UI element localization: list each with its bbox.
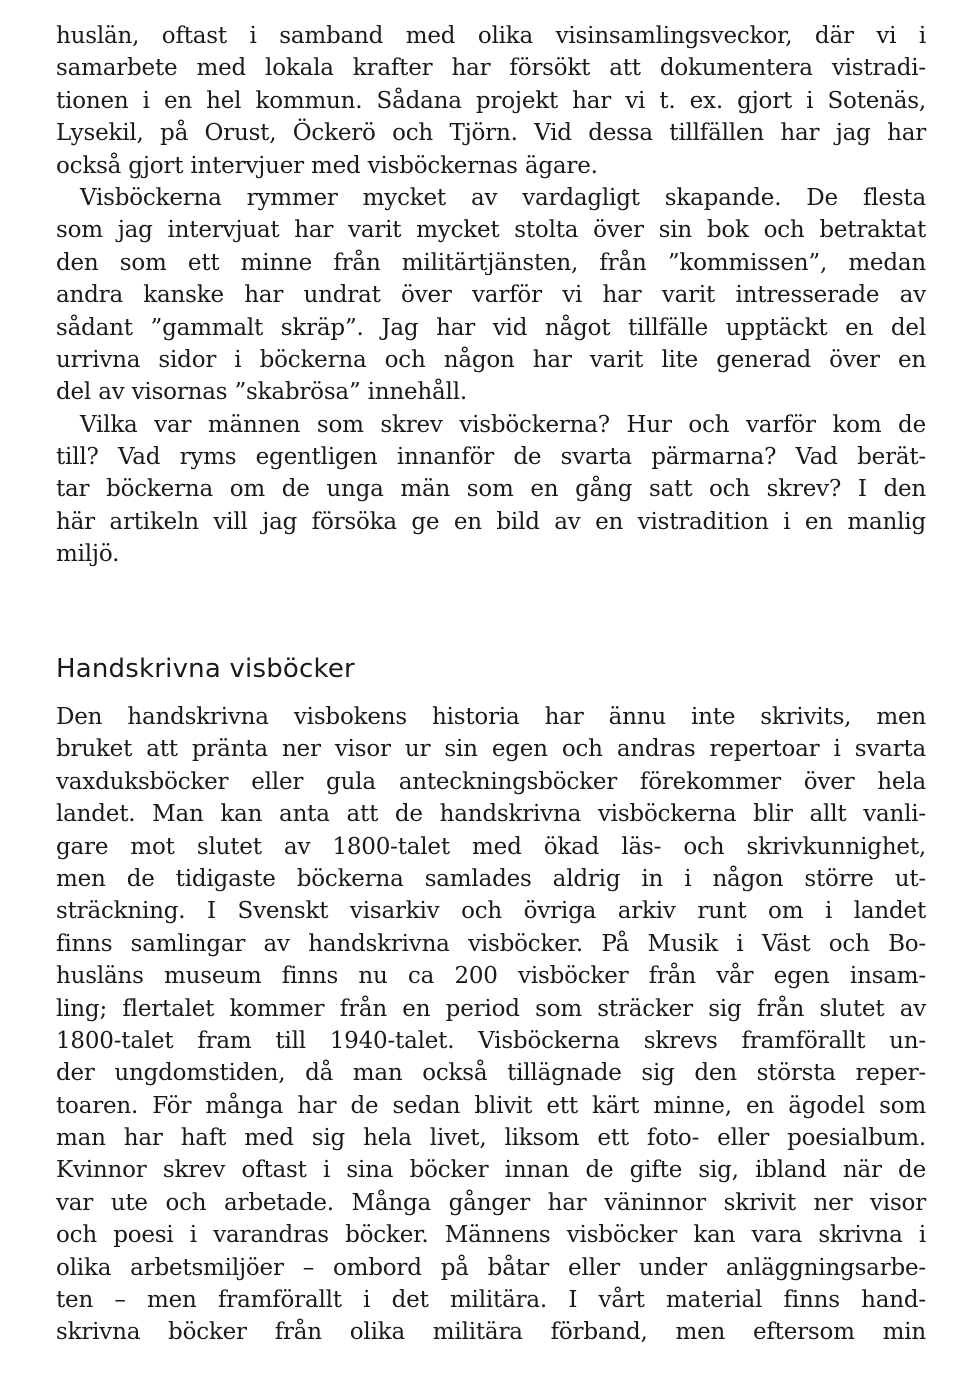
text-line: Den handskrivna visbokens historia har ännu inte skrivits, men [56, 704, 926, 730]
text-line: den som ett minne från militärtjänsten, från ”kommissen”, medan [56, 249, 926, 276]
text-line: toaren. För många har de sedan blivit ett kärt minne, en ägodel som [56, 1092, 926, 1119]
text-line: olika arbetsmiljöer – ombord på båtar eller under anläggningsarbe- [56, 1254, 926, 1281]
text-line: och poesi i varandras böcker. Männens visböcker kan vara skrivna i [56, 1222, 926, 1249]
text-line: landet. Man kan anta att de handskrivna visböckerna blir allt vanli- [56, 801, 926, 828]
text-line: tionen i en hel kommun. Sådana projekt har vi t. ex. gjort i Sotenäs, [56, 87, 926, 114]
text-line: miljö. [56, 541, 120, 568]
text-line: vaxduksböcker eller gula anteckningsböcker förekommer över hela [56, 768, 926, 795]
intro-text [56, 20, 926, 571]
text-line: samarbete med lokala krafter har försökt att dokumentera vistradi- [56, 55, 926, 82]
text-line: huslän, oftast i samband med olika visinsamlingsveckor, där vi i [56, 23, 926, 49]
text-line: skrivna böcker från olika militära förband, men eftersom min [56, 1319, 926, 1346]
text-line: sådant ”gammalt skräp”. Jag har vid något tillfälle upptäckt en del [56, 314, 926, 341]
text-line: Lysekil, på Orust, Öckerö och Tjörn. Vid dessa tillfällen har jag har [56, 120, 926, 147]
text-line: bruket att pränta ner visor ur sin egen och andras repertoar i svarta [56, 736, 926, 763]
text-line: urrivna sidor i böckerna och någon har varit lite generad över en [56, 346, 926, 373]
text-line: var ute och arbetade. Många gånger har väninnor skrivit ner visor [56, 1189, 926, 1216]
text-line: husläns museum finns nu ca 200 visböcker från vår egen insam- [56, 963, 926, 990]
text-line: andra kanske har undrat över varför vi har varit intresserade av [56, 282, 926, 309]
text-line: finns samlingar av handskrivna visböcker. På Musik i Väst och Bo- [56, 930, 926, 957]
text-line: som jag intervjuat har varit mycket stolta över sin bok och betraktat [56, 217, 926, 244]
text-line: tar böckerna om de unga män som en gång satt och skrev? I den [56, 476, 926, 503]
section-text [56, 701, 926, 1349]
text-line: till? Vad ryms egentligen innanför de svarta pärmarna? Vad berät- [56, 444, 926, 471]
text-line: men de tidigaste böckerna samlades aldrig in i någon större ut- [56, 865, 926, 892]
text-line: Vilka var männen som skrev visböckerna? Hur och varför kom de [80, 411, 926, 438]
text-line: 1800-talet fram till 1940-talet. Visböckerna skrevs framförallt un- [56, 1027, 926, 1054]
text-line: der ungdomstiden, då man också tillägnade sig den största reper- [56, 1060, 926, 1087]
section-heading: Handskrivna visböcker [56, 654, 355, 684]
text-line: sträckning. I Svenskt visarkiv och övriga arkiv runt om i landet [56, 898, 926, 925]
text-line: gare mot slutet av 1800-talet med ökad läs- och skrivkunnighet, [56, 833, 926, 860]
text-line: man har haft med sig hela livet, liksom ett foto- eller poesialbum. [56, 1125, 926, 1152]
text-line: också gjort intervjuer med visböckernas ägare. [56, 152, 598, 179]
text-line: Kvinnor skrev oftast i sina böcker innan de gifte sig, ibland när de [56, 1157, 926, 1184]
text-line: ten – men framförallt i det militära. I vårt material finns hand- [56, 1287, 926, 1314]
text-line: Visböckerna rymmer mycket av vardagligt skapande. De flesta [80, 184, 926, 211]
text-line: ling; flertalet kommer från en period som sträcker sig från slutet av [56, 995, 926, 1022]
text-line: här artikeln vill jag försöka ge en bild av en vistradition i en manlig [56, 508, 926, 535]
text-line: del av visornas ”skabrösa” innehåll. [56, 379, 467, 406]
